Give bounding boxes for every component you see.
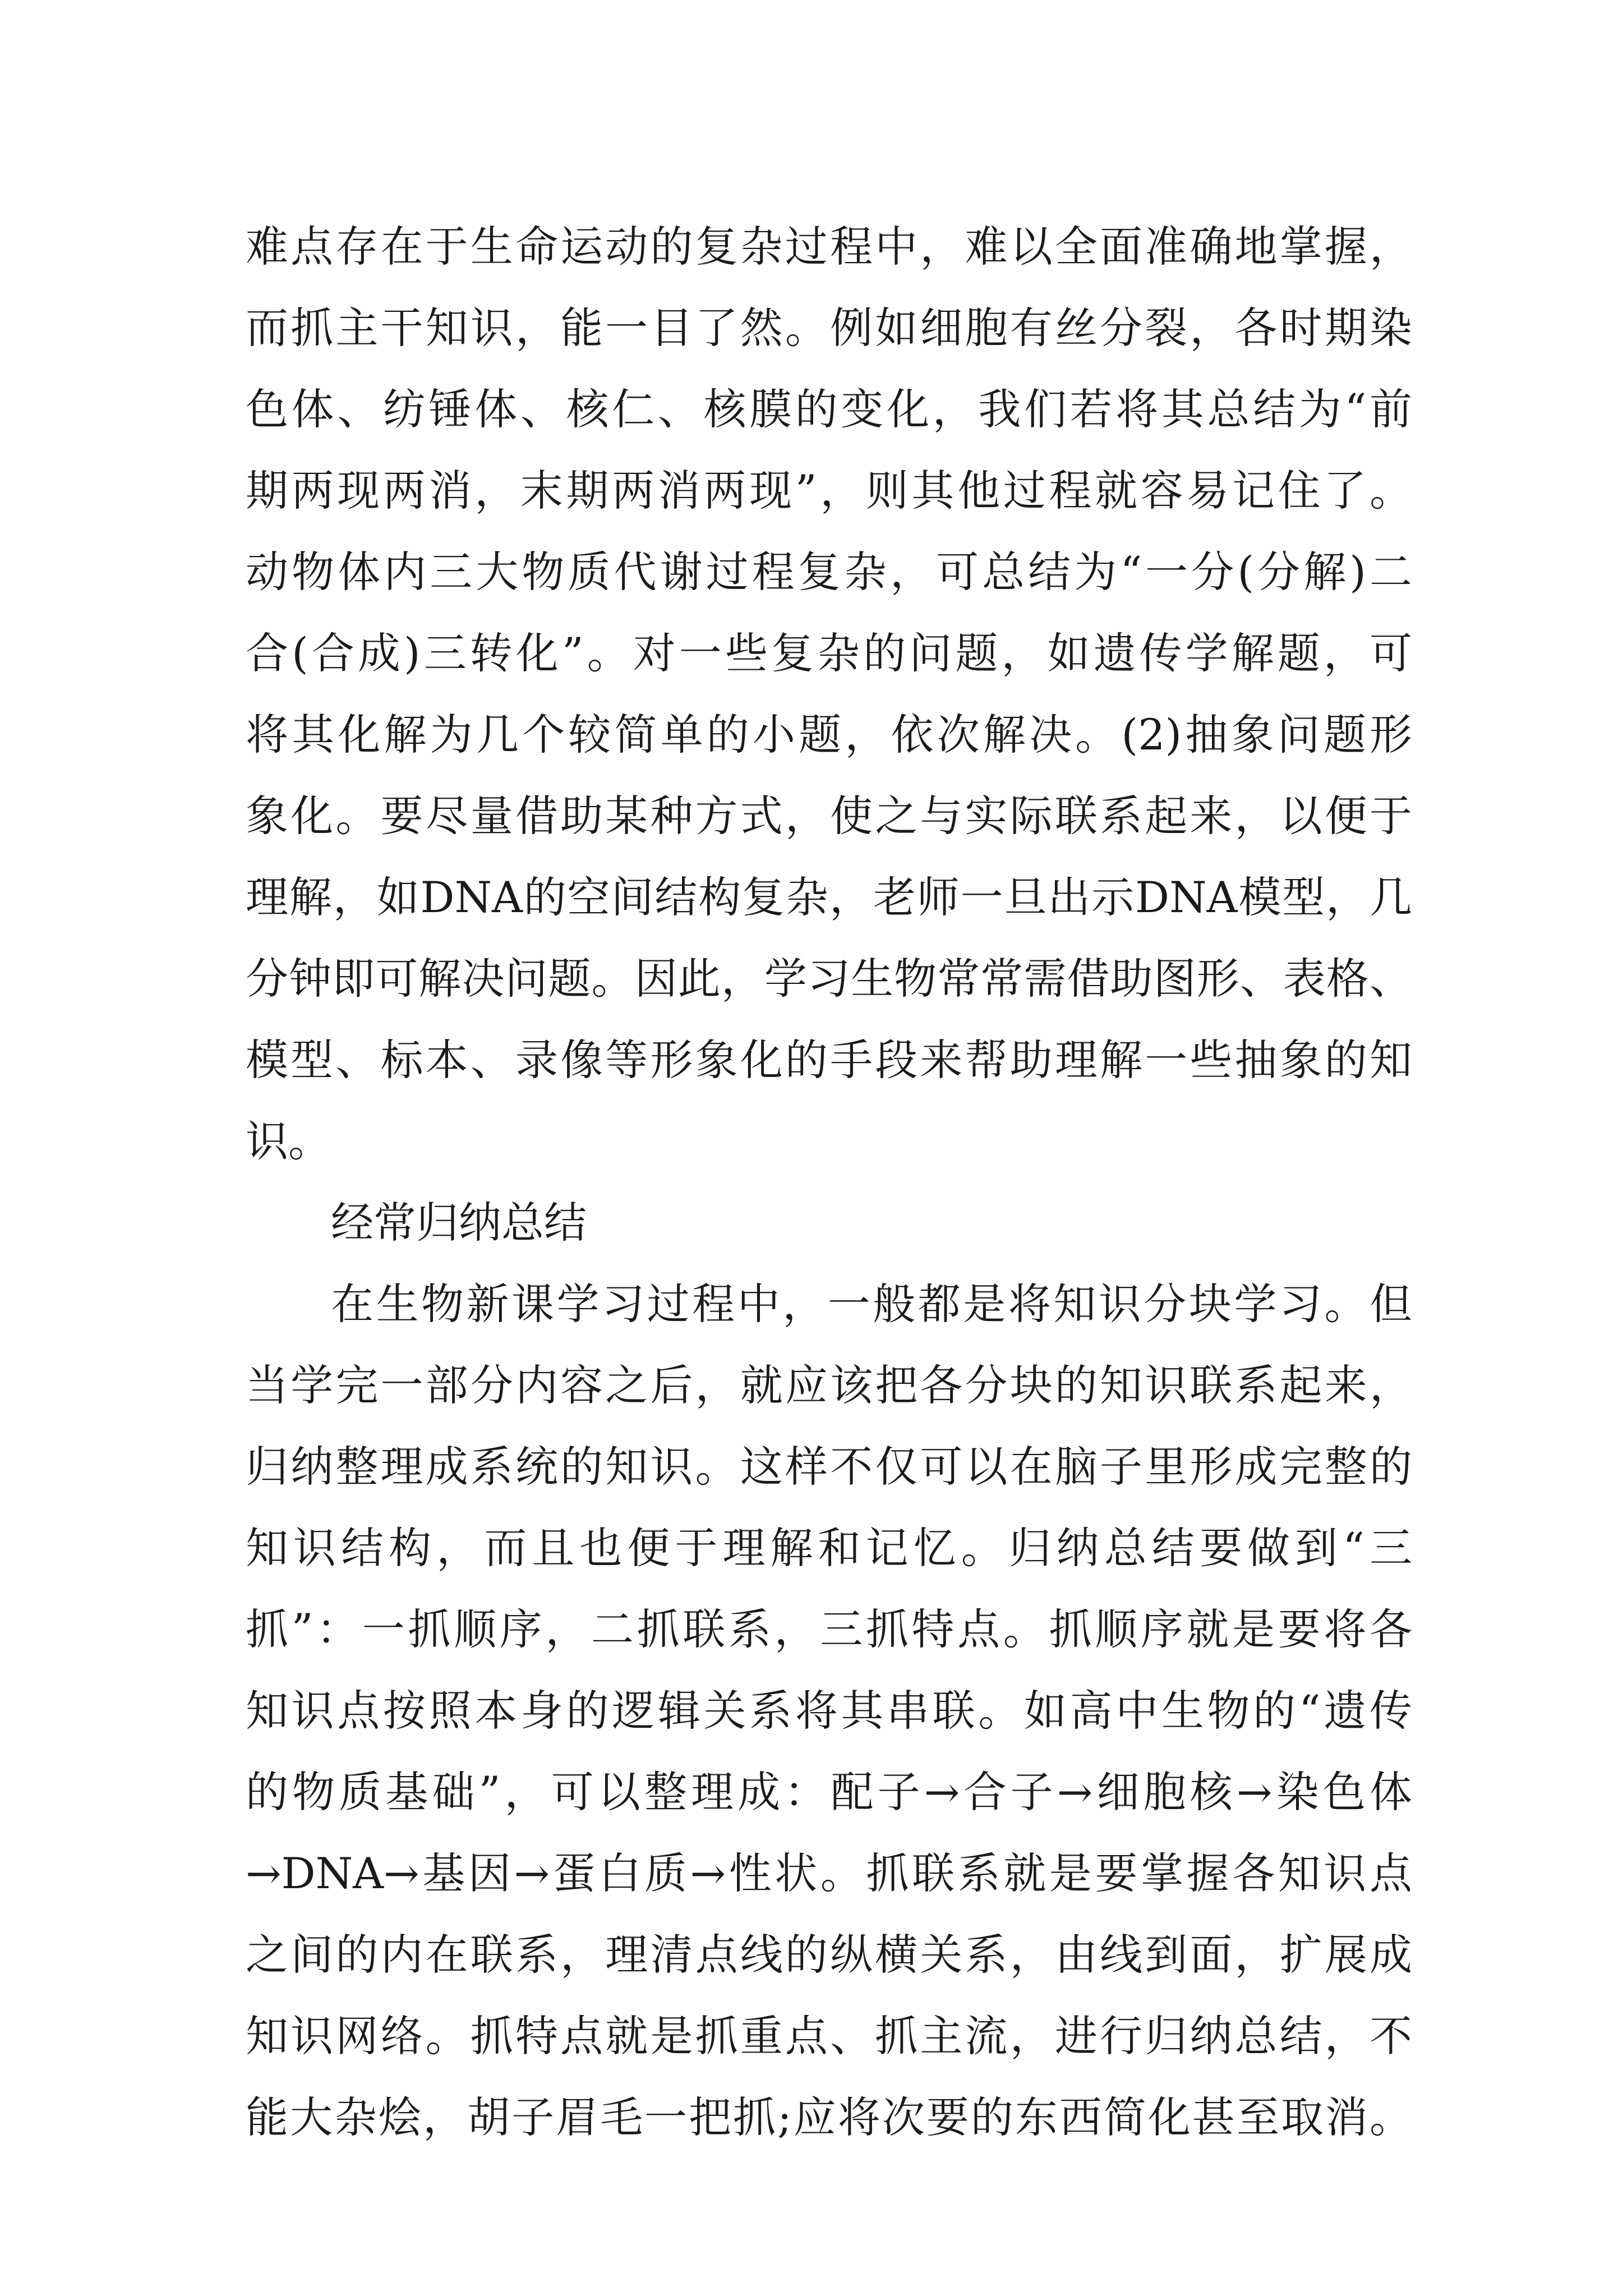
text-line: 在生物新课学习过程中，一般都是将知识分块学习。但: [331, 1279, 1412, 1329]
text-line: 象化。要尽量借助某种方式，使之与实际联系起来，以便于: [246, 791, 1412, 841]
text-line: 难点存在于生命运动的复杂过程中，难以全面准确地掌握，: [246, 222, 1412, 272]
text-line: 期两现两消，末期两消两现”，则其他过程就容易记住了。: [246, 466, 1412, 516]
text-line: 知识点按照本身的逻辑关系将其串联。如高中生物的“遗传: [246, 1686, 1412, 1736]
text-line: 模型、标本、录像等形象化的手段来帮助理解一些抽象的知: [246, 1035, 1412, 1085]
text-line: 动物体内三大物质代谢过程复杂，可总结为“一分(分解)二: [246, 547, 1412, 597]
text-line: 能大杂烩，胡子眉毛一把抓;应将次要的东西简化甚至取消。: [246, 2092, 1412, 2142]
text-line: 知识结构，而且也便于理解和记忆。归纳总结要做到“三: [246, 1523, 1412, 1573]
text-line: 识。: [246, 1116, 331, 1166]
text-line: 分钟即可解决问题。因此，学习生物常常需借助图形、表格、: [246, 954, 1412, 1004]
text-line: 将其化解为几个较简单的小题，依次解决。(2)抽象问题形: [246, 710, 1412, 760]
text-line: 而抓主干知识，能一目了然。例如细胞有丝分裂，各时期染: [246, 303, 1412, 353]
text-line: 理解，如DNA的空间结构复杂，老师一旦出示DNA模型，几: [246, 872, 1412, 922]
text-line: 抓”：一抓顺序，二抓联系，三抓特点。抓顺序就是要将各: [246, 1604, 1412, 1654]
document-body: [246, 206, 1412, 2158]
section-heading: 经常归纳总结: [331, 1198, 587, 1248]
text-line: 合(合成)三转化”。对一些复杂的问题，如遗传学解题，可: [246, 628, 1412, 678]
text-line: 的物质基础”，可以整理成：配子→合子→细胞核→染色体: [246, 1767, 1412, 1817]
text-line: 知识网络。抓特点就是抓重点、抓主流，进行归纳总结，不: [246, 2011, 1412, 2061]
text-line: 之间的内在联系，理清点线的纵横关系，由线到面，扩展成: [246, 1930, 1412, 1980]
text-line: 色体、纺锤体、核仁、核膜的变化，我们若将其总结为“前: [246, 384, 1412, 434]
text-line: 当学完一部分内容之后，就应该把各分块的知识联系起来，: [246, 1360, 1412, 1410]
text-line: →DNA→基因→蛋白质→性状。抓联系就是要掌握各知识点: [246, 1848, 1412, 1898]
text-line: 归纳整理成系统的知识。这样不仅可以在脑子里形成完整的: [246, 1442, 1412, 1492]
